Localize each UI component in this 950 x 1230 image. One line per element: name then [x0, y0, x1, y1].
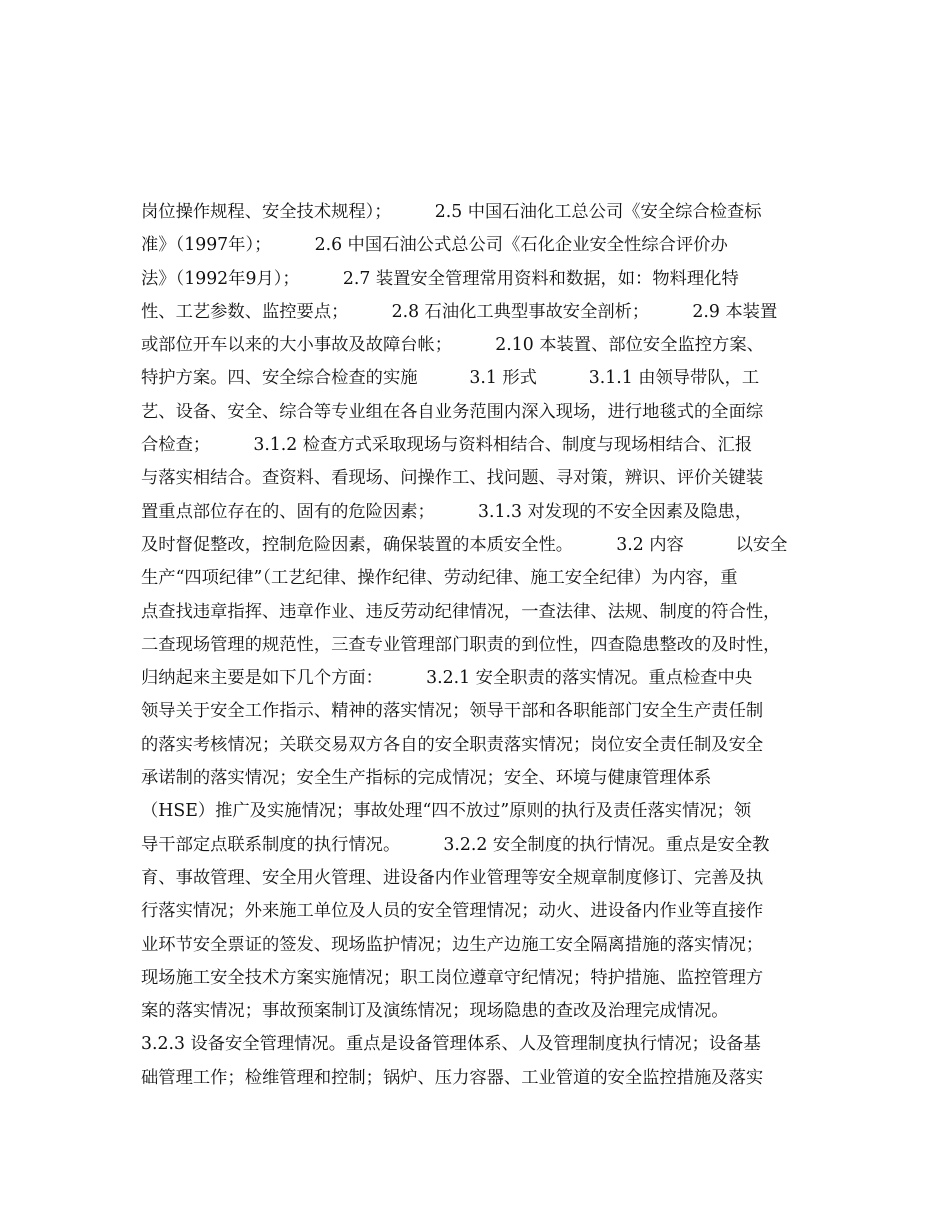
text-line: 案的落实情况；事故预案制订及演练情况；现场隐患的查改及治理完成情况。 — [141, 1001, 729, 1022]
text-line: 置重点部位存在的、固有的危险因素； 3.1.3 对发现的不安全因素及隐患， — [141, 501, 753, 522]
text-line: 行落实情况；外来施工单位及人员的安全管理情况；动火、进设备内作业等直接作 — [141, 901, 764, 922]
text-line: 的落实考核情况；关联交易双方各自的安全职责落实情况；岗位安全责任制及安全 — [141, 734, 764, 755]
text-line: 导干部定点联系制度的执行情况。 3.2.2 安全制度的执行情况。重点是安全教 — [141, 834, 770, 855]
text-line: 性、工艺参数、监控要点； 2.8 石油化工典型事故安全剖析； 2.9 本装置 — [141, 301, 778, 322]
text-line: 合检查； 3.1.2 检查方式采取现场与资料相结合、制度与现场相结合、汇报 — [141, 435, 753, 456]
text-line: 二查现场管理的规范性，三查专业管理部门职责的到位性，四查隐患整改的及时性， — [141, 634, 781, 655]
text-line: 承诺制的落实情况；安全生产指标的完成情况；安全、环境与健康管理体系 — [141, 768, 712, 789]
text-line: 育、事故管理、安全用火管理、进设备内作业管理等安全规章制度修订、完善及执 — [141, 867, 764, 888]
text-line: 生产“四项纪律”（工艺纪律、操作纪律、劳动纪律、施工安全纪律）为内容，重 — [141, 568, 738, 589]
text-line: 现场施工安全技术方案实施情况；职工岗位遵章守纪情况；特护措施、监控管理方 — [141, 967, 764, 988]
text-line: （HSE）推广及实施情况；事故处理“四不放过”原则的执行及责任落实情况；领 — [141, 801, 752, 822]
text-line: 与落实相结合。查资料、看现场、问操作工、找问题、寻对策，辨识、评价关键装 — [141, 468, 764, 489]
text-line: 3.2.3 设备安全管理情况。重点是设备管理体系、人及管理制度执行情况；设备基 — [141, 1034, 761, 1055]
text-line: 法》（1992年9月）； 2.7 装置安全管理常用资料和数据，如：物料理化特 — [141, 268, 739, 289]
text-line: 岗位操作规程、安全技术规程）； 2.5 中国石油化工总公司《安全综合检查标 — [141, 202, 762, 222]
text-line: 或部位开车以来的大小事故及故障台帐； 2.10 本装置、部位安全监控方案、 — [141, 335, 764, 356]
body-text — [141, 196, 821, 1095]
text-line: 领导关于安全工作指示、精神的落实情况；领导干部和各职能部门安全生产责任制 — [141, 701, 764, 722]
text-line: 及时督促整改，控制危险因素，确保装置的本质安全性。 3.2 内容 以安全 — [141, 534, 788, 555]
text-line: 础管理工作；检维管理和控制；锅炉、压力容器、工业管道的安全监控措施及落实 — [141, 1067, 764, 1088]
text-line: 特护方案。四、安全综合检查的实施 3.1 形式 3.1.1 由领导带队，工 — [141, 368, 760, 389]
text-line: 准》（1997年）； 2.6 中国石油公式总公司《石化企业安全性综合评价办 — [141, 235, 728, 256]
text-line: 业环节安全票证的签发、现场监护情况；边生产边施工安全隔离措施的落实情况； — [141, 934, 764, 955]
text-line: 艺、设备、安全、综合等专业组在各自业务范围内深入现场，进行地毯式的全面综 — [141, 401, 764, 422]
text-line: 归纳起来主要是如下几个方面： 3.2.1 安全职责的落实情况。重点检查中央 — [141, 668, 753, 689]
text-line: 点查找违章指挥、违章作业、违反劳动纪律情况，一查法律、法规、制度的符合性， — [141, 601, 781, 622]
